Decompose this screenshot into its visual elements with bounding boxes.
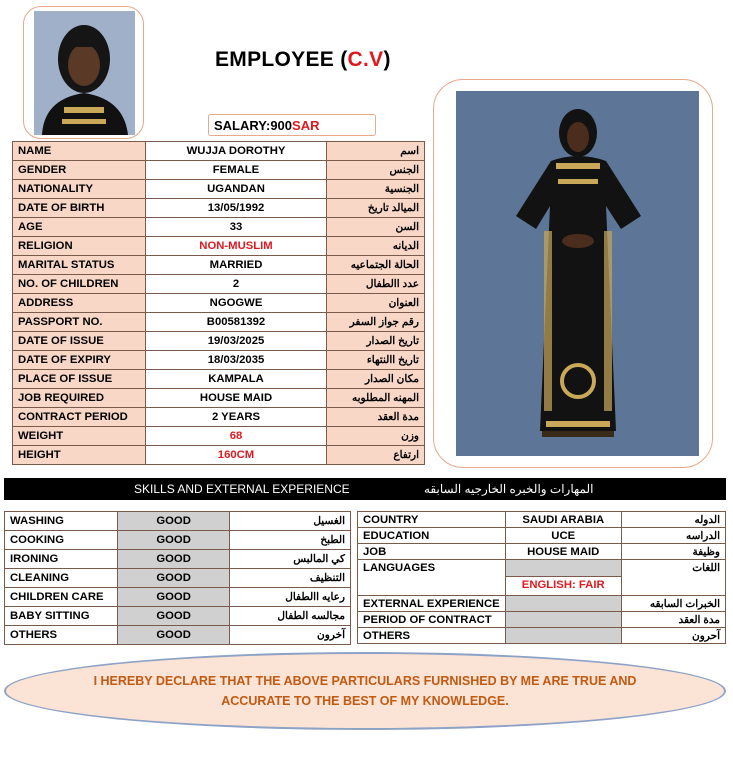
skill-label: IRONING: [5, 550, 118, 569]
exp-job-arabic: وظيفة: [621, 544, 725, 560]
personal-row: [13, 142, 425, 161]
full-body-photo: [456, 91, 699, 456]
title-accent: C.V: [347, 48, 384, 71]
personal-label: MARITAL STATUS: [13, 256, 146, 275]
exp-languages-blank: [506, 560, 621, 577]
full-body-photo-frame: [433, 79, 713, 468]
skill-row: [5, 588, 351, 607]
skill-row: [5, 512, 351, 531]
exp-others-arabic: آحرون: [621, 628, 725, 644]
salary-label: SALARY:900: [214, 117, 293, 133]
exp-row-period: [358, 612, 726, 628]
exp-education-arabic: الدراسه: [621, 528, 725, 544]
personal-row: [13, 427, 425, 446]
personal-label: NO. OF CHILDREN: [13, 275, 146, 294]
personal-arabic: عدد االطفال: [327, 275, 425, 294]
personal-row: [13, 389, 425, 408]
personal-arabic: وزن: [327, 427, 425, 446]
personal-value: FEMALE: [145, 161, 326, 180]
personal-row: [13, 237, 425, 256]
personal-label: ADDRESS: [13, 294, 146, 313]
skill-label: COOKING: [5, 531, 118, 550]
personal-row: [13, 294, 425, 313]
personal-row: [13, 275, 425, 294]
skill-arabic: رعايه االطفال: [230, 588, 351, 607]
exp-period-value: [505, 612, 621, 628]
skills-section-bar: [4, 478, 726, 500]
skill-label: WASHING: [5, 512, 118, 531]
exp-country-value: SAUDI ARABIA: [505, 512, 621, 528]
skill-label: BABY SITTING: [5, 607, 118, 626]
skill-grade: GOOD: [117, 550, 229, 569]
personal-row: [13, 256, 425, 275]
personal-arabic: رقم جواز السفر: [327, 313, 425, 332]
personal-arabic: المهنه المطلوبه: [327, 389, 425, 408]
skill-label: CHILDREN CARE: [5, 588, 118, 607]
exp-languages-arabic: اللغات: [621, 560, 725, 596]
exp-others-value: [505, 628, 621, 644]
personal-label: GENDER: [13, 161, 146, 180]
exp-education-value: UCE: [505, 528, 621, 544]
personal-label: DATE OF EXPIRY: [13, 351, 146, 370]
personal-label: DATE OF ISSUE: [13, 332, 146, 351]
personal-value: UGANDAN: [145, 180, 326, 199]
skill-row: [5, 626, 351, 645]
personal-arabic: اسم: [327, 142, 425, 161]
personal-row: [13, 370, 425, 389]
salary-box: [208, 114, 376, 136]
personal-value: 2: [145, 275, 326, 294]
personal-details-table: [12, 141, 425, 465]
experience-table: [357, 511, 726, 644]
declaration-line-1: I HEREBY DECLARE THAT THE ABOVE PARTICULARS FURNISHED BY ME ARE TRUE AND: [93, 674, 637, 688]
personal-value: B00581392: [145, 313, 326, 332]
personal-label: CONTRACT PERIOD: [13, 408, 146, 427]
exp-country-label: COUNTRY: [358, 512, 506, 528]
page-title: [215, 48, 391, 72]
personal-label: WEIGHT: [13, 427, 146, 446]
exp-job-label: JOB: [358, 544, 506, 560]
personal-arabic: الحالة الجتماعيه: [327, 256, 425, 275]
exp-external-value: [505, 596, 621, 612]
personal-label: PLACE OF ISSUE: [13, 370, 146, 389]
personal-label: RELIGION: [13, 237, 146, 256]
skill-grade: GOOD: [117, 569, 229, 588]
personal-label: JOB REQUIRED: [13, 389, 146, 408]
personal-arabic: تاريخ االنتهاء: [327, 351, 425, 370]
personal-row: [13, 180, 425, 199]
exp-languages-label: LANGUAGES: [358, 560, 506, 596]
skill-arabic: كي المالبس: [230, 550, 351, 569]
exp-languages-cell: [505, 560, 621, 596]
skill-label: CLEANING: [5, 569, 118, 588]
exp-row-external: [358, 596, 726, 612]
personal-row: [13, 218, 425, 237]
personal-arabic: الجنسية: [327, 180, 425, 199]
personal-value: WUJJA DOROTHY: [145, 142, 326, 161]
personal-value: MARRIED: [145, 256, 326, 275]
exp-education-label: EDUCATION: [358, 528, 506, 544]
title-main: EMPLOYEE (: [215, 48, 348, 71]
declaration-line-2: ACCURATE TO THE BEST OF MY KNOWLEDGE.: [221, 694, 509, 708]
exp-row-education: [358, 528, 726, 544]
personal-label: PASSPORT NO.: [13, 313, 146, 332]
exp-row-job: [358, 544, 726, 560]
full-body-person-icon: [456, 91, 699, 456]
personal-arabic: السن: [327, 218, 425, 237]
skill-grade: GOOD: [117, 588, 229, 607]
salary-currency: SAR: [292, 117, 320, 133]
declaration-text: [94, 671, 637, 711]
exp-external-label: EXTERNAL EXPERIENCE: [358, 596, 506, 612]
personal-value: 18/03/2035: [145, 351, 326, 370]
personal-row: [13, 199, 425, 218]
exp-period-label: PERIOD OF CONTRACT: [358, 612, 506, 628]
skill-label: OTHERS: [5, 626, 118, 645]
personal-row: [13, 313, 425, 332]
skills-title-en: SKILLS AND EXTERNAL EXPERIENCE: [134, 482, 350, 496]
declaration-oval: [4, 652, 726, 730]
personal-value: 33: [145, 218, 326, 237]
skill-grade: GOOD: [117, 512, 229, 531]
personal-value: NON-MUSLIM: [145, 237, 326, 256]
skill-arabic: آخرون: [230, 626, 351, 645]
personal-row: [13, 446, 425, 465]
personal-arabic: تاريخ الصدار: [327, 332, 425, 351]
personal-value: 13/05/1992: [145, 199, 326, 218]
skill-arabic: الطبخ: [230, 531, 351, 550]
personal-arabic: الجنس: [327, 161, 425, 180]
exp-languages-value: ENGLISH: FAIR: [521, 579, 605, 591]
personal-value: NGOGWE: [145, 294, 326, 313]
skills-table: [4, 511, 351, 645]
exp-row-languages: [358, 560, 726, 596]
personal-label: NATIONALITY: [13, 180, 146, 199]
skill-row: [5, 550, 351, 569]
exp-country-arabic: الدوله: [621, 512, 725, 528]
exp-row-country: [358, 512, 726, 528]
personal-value: 68: [145, 427, 326, 446]
personal-label: DATE OF BIRTH: [13, 199, 146, 218]
personal-value: 19/03/2025: [145, 332, 326, 351]
skill-arabic: مجالسه الطفال: [230, 607, 351, 626]
title-end: ): [383, 48, 391, 71]
exp-others-label: OTHERS: [358, 628, 506, 644]
skill-row: [5, 531, 351, 550]
skill-row: [5, 607, 351, 626]
exp-external-arabic: الخبرات السابقه: [621, 596, 725, 612]
personal-arabic: الميالد تاريخ: [327, 199, 425, 218]
skill-grade: GOOD: [117, 531, 229, 550]
skill-grade: GOOD: [117, 607, 229, 626]
personal-label: HEIGHT: [13, 446, 146, 465]
personal-arabic: مكان الصدار: [327, 370, 425, 389]
personal-arabic: العنوان: [327, 294, 425, 313]
skill-grade: GOOD: [117, 626, 229, 645]
exp-period-arabic: مدة العقد: [621, 612, 725, 628]
personal-arabic: ارتفاع: [327, 446, 425, 465]
personal-row: [13, 408, 425, 427]
skill-row: [5, 569, 351, 588]
personal-value: 160CM: [145, 446, 326, 465]
personal-label: AGE: [13, 218, 146, 237]
personal-value: 2 YEARS: [145, 408, 326, 427]
portrait-photo: [34, 11, 135, 135]
skill-arabic: التنظيف: [230, 569, 351, 588]
personal-value: HOUSE MAID: [145, 389, 326, 408]
personal-label: NAME: [13, 142, 146, 161]
portrait-person-icon: [34, 11, 135, 135]
skills-title-ar: المهارات والخبره الخارجيه السابقه: [424, 482, 594, 496]
exp-row-others: [358, 628, 726, 644]
skill-arabic: الغسيل: [230, 512, 351, 531]
personal-row: [13, 332, 425, 351]
personal-row: [13, 351, 425, 370]
personal-value: KAMPALA: [145, 370, 326, 389]
personal-arabic: الديانه: [327, 237, 425, 256]
portrait-photo-frame: [23, 6, 144, 139]
exp-job-value: HOUSE MAID: [505, 544, 621, 560]
personal-row: [13, 161, 425, 180]
personal-arabic: مدة العقد: [327, 408, 425, 427]
